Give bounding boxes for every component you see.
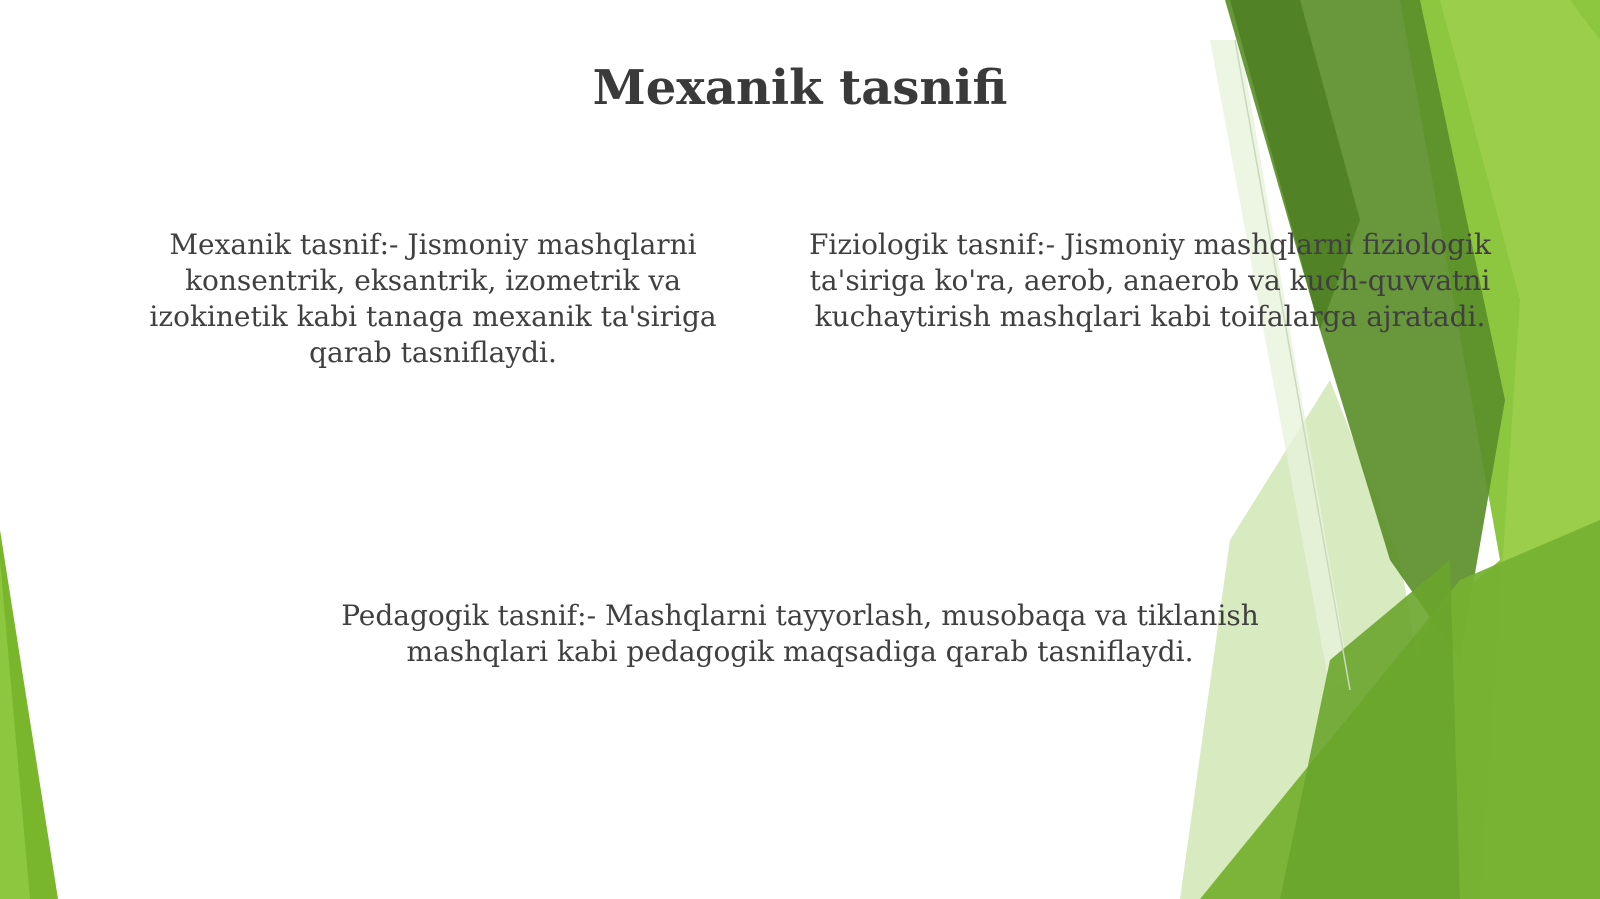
physiological-classification-text: Fiziologik tasnif:- Jismoniy mashqlarni fiziologik ta'siriga ko'ra, aerob, anaerob va kuch-quvvatni kuchaytirish mashqlari kabi toifalarga ajratadi. — [808, 228, 1492, 333]
slide-title: Mexanik tasnifi — [592, 60, 1008, 116]
pedagogical-classification-text: Pedagogik tasnif:- Mashqlarni tayyorlash, musobaqa va tiklanish mashqlari kabi pedagogik maqsadiga qarab tasniflaydi. — [341, 599, 1259, 668]
mechanical-classification-text: Mexanik tasnif:- Jismoniy mashqlarni konsentrik, eksantrik, izometrik va izokinetik kabi tanaga mexanik ta'siriga qarab tasniflaydi. — [149, 228, 717, 369]
